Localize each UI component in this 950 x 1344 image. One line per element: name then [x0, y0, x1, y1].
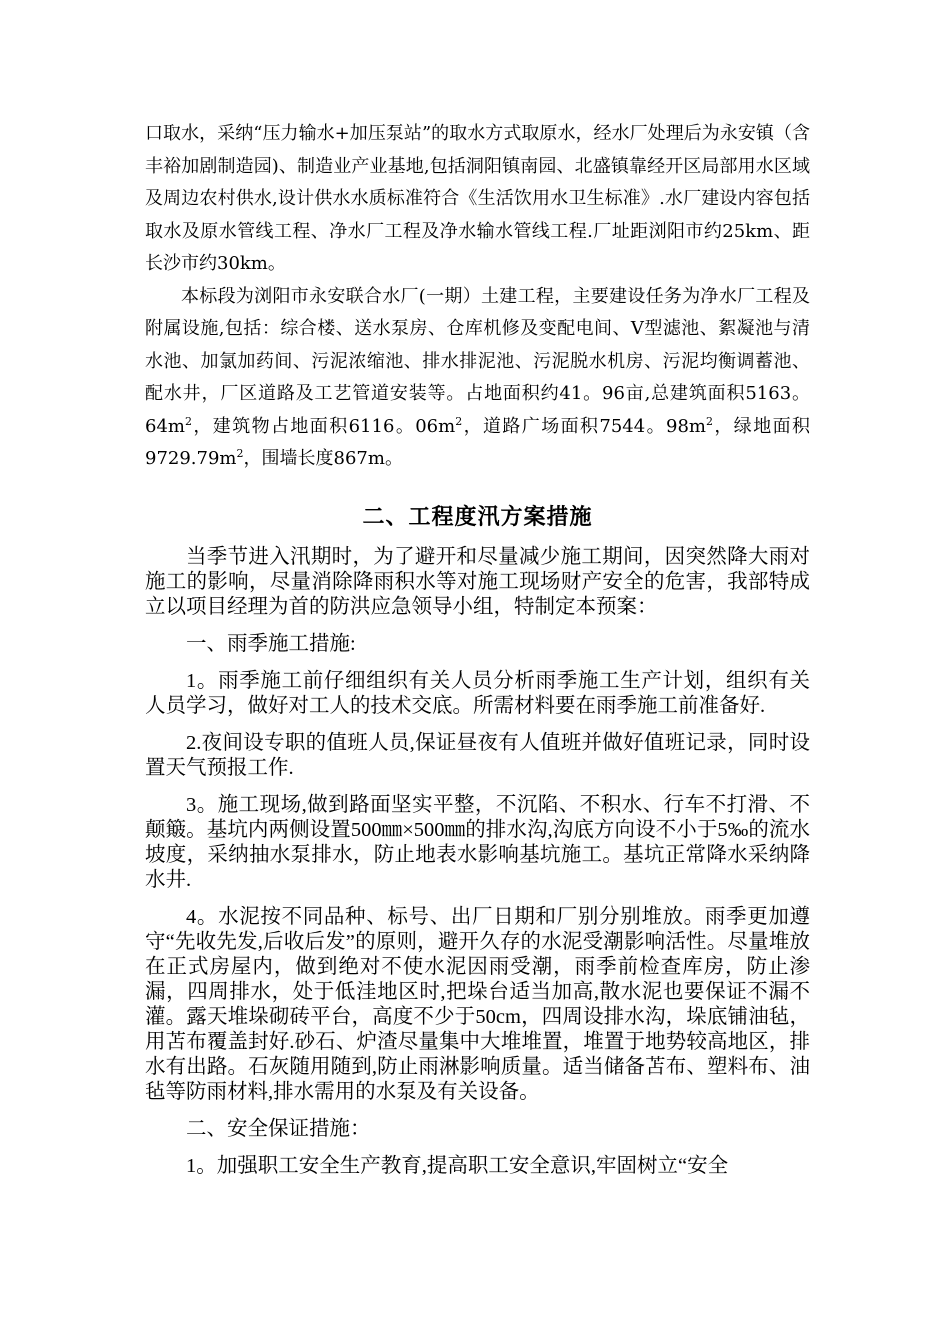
intro-paragraph: 当季节进入汛期时，为了避开和尽量减少施工期间，因突然降大雨对施工的影响，尽量消除降雨积水等对施工现场财产安全的危害，我部特成立以项目经理为首的防洪应急领导小组，特制定本预案：: [145, 545, 810, 618]
subheading-rainy-season: 一、雨季施工措施:: [186, 632, 356, 655]
section-heading: 二、工程度汛方案措施: [362, 504, 593, 530]
bid-section-paragraph: [145, 281, 810, 476]
superscript-3: 2: [706, 414, 713, 428]
measure-item-1: 1。雨季施工前仔细组织有关人员分析雨季施工生产计划，组织有关人员学习，做好对工人的技术交底。所需材料要在雨季施工前准备好.: [145, 669, 810, 717]
bid-section-text-e: ，围墙长度867m。: [243, 448, 403, 469]
safety-item-1: 1。加强职工安全生产教育,提高职工安全意识,牢固树立“安全: [186, 1154, 729, 1177]
superscript-1: 2: [184, 414, 192, 428]
bid-section-text-a: 本标段为浏阳市永安联合水厂(一期）土建工程，主要建设任务为净水厂工程及附属设施,包括：综合楼、送水泵房、仓库机修及变配电间、V型滤池、絮凝池与清水池、加氯加药间、污泥浓缩池、排水排泥池、污泥脱水机房、污泥均衡调蓄池、配水井，厂区道路及工艺管道安装等。占地面积约41。96亩,总建筑面积5163。64m: [145, 285, 810, 437]
measure-item-3: 3。施工现场,做到路面坚实平整，不沉陷、不积水、行车不打滑、不颠簸。基坑内两侧设置500㎜×500㎜的排水沟,沟底方向设不小于5‰的流水坡度，采纳抽水泵排水，防止地表水影响基坑施工。基坑正常降水采纳降水井.: [145, 793, 810, 891]
document-page: [145, 118, 810, 1191]
measure-item-4: 4。水泥按不同品种、标号、出厂日期和厂别分别堆放。雨季更加遵守“先收先发,后收后发”的原则，避开久存的水泥受潮影响活性。尽量堆放在正式房屋内，做到绝对不使水泥因雨受潮，雨季前检查库房，防止渗漏，四周排水，处于低洼地区时,把垛台适当加高,散水泥也要保证不漏不灌。露天堆垛砌砖平台，高度不少于50cm，四周设排水沟，垛底铺油毡，用苫布覆盖封好.砂石、炉渣尽量集中大堆堆置，堆置于地势较高地区，排水有出路。石灰随用随到,防止雨淋影响质量。适当储备苫布、塑料布、油毡等防雨材料,排水需用的水泵及有关设备。: [145, 905, 810, 1103]
superscript-4: 2: [236, 447, 244, 460]
bid-section-text-b: ，建筑物占地面积6116。06m: [191, 415, 456, 437]
project-overview-paragraph: 口取水，采纳“压力输水+加压泵站”的取水方式取原水，经水厂处理后为永安镇（含丰裕加剧制造园)、制造业产业基地,包括洞阳镇南园、北盛镇靠经开区局部用水区域及周边农村供水,设计供水水质标准符合《生活饮用水卫生标准》.水厂建设内容包括取水及原水管线工程、净水厂工程及净水输水管线工程.厂址距浏阳市约25km、距长沙市约30km。: [145, 123, 810, 274]
bid-section-text-d: ，绿地面积9729.79m: [145, 415, 811, 469]
superscript-2: 2: [455, 414, 463, 428]
subheading-safety: 二、安全保证措施：: [186, 1117, 371, 1140]
bid-section-text-c: ，道路广场面积7544。98m: [462, 415, 706, 437]
measure-item-2: 2.夜间设专职的值班人员,保证昼夜有人值班并做好值班记录，同时设置天气预报工作.: [145, 731, 810, 779]
